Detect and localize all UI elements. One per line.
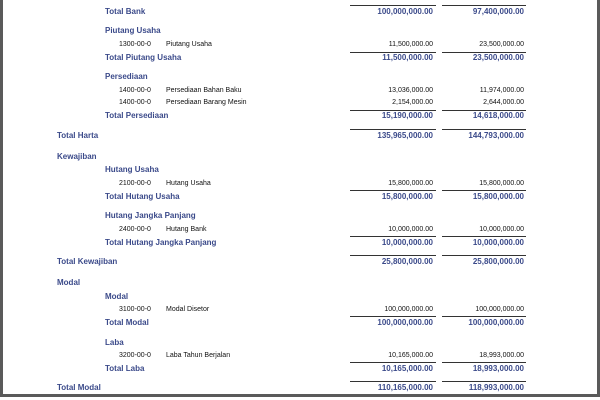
subtotal-label: Total Piutang Usaha	[105, 53, 182, 62]
account-name: Persediaan Barang Mesin	[166, 99, 247, 106]
section-total-col2: 144,793,000.00	[468, 131, 524, 140]
section-total-col1: 135,965,000.00	[377, 131, 433, 140]
subtotal-col2: 100,000,000.00	[468, 318, 524, 327]
subtotal-row	[3, 238, 597, 250]
account-code: 1400-00-0	[119, 99, 151, 106]
subtotal-label: Total Bank	[105, 7, 146, 16]
account-name: Hutang Bank	[166, 226, 207, 233]
subtotal-rule	[350, 236, 436, 237]
section-total-col1: 25,800,000.00	[381, 257, 433, 266]
section-total-row	[3, 257, 597, 269]
account-code	[119, 0, 151, 1]
section-total-col1: 110,165,000.00	[377, 383, 433, 392]
subtotal-col1: 15,800,000.00	[381, 192, 433, 201]
value-col2	[404, 0, 524, 1]
section-header	[3, 278, 597, 290]
section-total-col2: 25,800,000.00	[472, 257, 524, 266]
value-col1: 15,800,000.00	[388, 180, 433, 187]
account-code: 2400-00-0	[119, 226, 151, 233]
subtotal-rule	[350, 190, 436, 191]
subtotal-col1: 100,000,000.00	[377, 7, 433, 16]
subtotal-col1: 10,165,000.00	[381, 364, 433, 373]
subtotal-rule	[350, 5, 436, 6]
subtotal-label: Total Hutang Usaha	[105, 192, 180, 201]
section-total-rule	[442, 381, 526, 382]
group-header	[3, 211, 597, 223]
account-code: 3200-00-0	[119, 352, 151, 359]
account-name: Persediaan Bahan Baku	[166, 87, 242, 94]
subtotal-row	[3, 318, 597, 330]
account-name: Laba Tahun Berjalan	[166, 352, 231, 359]
account-name: Piutang Usaha	[166, 41, 212, 48]
account-code: 1300-00-0	[119, 41, 151, 48]
account-name: Hutang Usaha	[166, 180, 211, 187]
value-col2: 15,800,000.00	[479, 180, 524, 187]
subtotal-row	[3, 192, 597, 204]
account-code: 3100-00-0	[119, 306, 151, 313]
group-header	[3, 292, 597, 304]
subtotal-rule	[350, 362, 436, 363]
section-total-rule	[442, 129, 526, 130]
subtotal-col2: 10,000,000.00	[472, 238, 524, 247]
subtotal-col2: 97,400,000.00	[472, 7, 524, 16]
section-total-row	[3, 383, 597, 395]
subtotal-col1: 11,500,000.00	[382, 53, 433, 62]
section-total-label: Total Modal	[57, 383, 101, 392]
section-total-label: Total Kewajiban	[57, 257, 118, 266]
group-title: Hutang Jangka Panjang	[105, 211, 196, 220]
subtotal-col1: 100,000,000.00	[377, 318, 433, 327]
group-title: Persediaan	[105, 72, 148, 81]
section-title: Modal	[57, 278, 81, 287]
group-header	[3, 338, 597, 350]
subtotal-col2: 14,618,000.00	[472, 111, 524, 120]
subtotal-row	[3, 7, 597, 19]
subtotal-rule	[442, 362, 526, 363]
value-col1: 100,000,000.00	[384, 306, 433, 313]
group-title: Hutang Usaha	[105, 165, 159, 174]
group-header	[3, 72, 597, 84]
subtotal-row	[3, 111, 597, 123]
value-col2: 18,993,000.00	[479, 352, 524, 359]
subtotal-label: Total Modal	[105, 318, 149, 327]
subtotal-rule	[442, 190, 526, 191]
subtotal-label: Total Laba	[105, 364, 145, 373]
subtotal-col2: 18,993,000.00	[472, 364, 524, 373]
section-total-rule	[442, 255, 526, 256]
subtotal-col1: 10,000,000.00	[381, 238, 433, 247]
group-header	[3, 165, 597, 177]
section-total-rule	[350, 381, 436, 382]
account-code: 2100-00-0	[119, 180, 151, 187]
value-col1: 10,165,000.00	[388, 352, 433, 359]
subtotal-label: Total Persediaan	[105, 111, 169, 120]
subtotal-col1: 15,190,000.00	[381, 111, 433, 120]
group-title: Modal	[105, 292, 129, 301]
subtotal-label: Total Hutang Jangka Panjang	[105, 238, 217, 247]
account-name	[166, 0, 207, 1]
value-col1: 11,500,000.00	[388, 41, 433, 48]
subtotal-col2: 15,800,000.00	[472, 192, 524, 201]
section-total-col2: 118,993,000.00	[468, 383, 524, 392]
value-col2: 2,644,000.00	[483, 99, 524, 106]
account-code: 1400-00-0	[119, 87, 151, 94]
section-total-row	[3, 131, 597, 143]
subtotal-rule	[350, 316, 436, 317]
value-col1: 13,036,000.00	[388, 87, 433, 94]
subtotal-rule	[442, 236, 526, 237]
subtotal-rule	[442, 316, 526, 317]
value-col1: 2,154,000.00	[392, 99, 433, 106]
section-total-rule	[350, 255, 436, 256]
value-col2: 100,000,000.00	[475, 306, 524, 313]
section-total-label: Total Harta	[57, 131, 99, 140]
section-total-rule	[350, 129, 436, 130]
group-title: Piutang Usaha	[105, 26, 161, 35]
group-header	[3, 26, 597, 38]
subtotal-row	[3, 53, 597, 65]
subtotal-rule	[442, 5, 526, 6]
value-col2: 11,974,000.00	[479, 87, 524, 94]
value-col1: 10,000,000.00	[388, 226, 433, 233]
group-title: Laba	[105, 338, 124, 347]
value-col2: 23,500,000.00	[479, 41, 524, 48]
account-name: Modal Disetor	[166, 306, 210, 313]
value-col2: 10,000,000.00	[479, 226, 524, 233]
subtotal-col2: 23,500,000.00	[472, 53, 524, 62]
account-row	[3, 87, 597, 99]
subtotal-row	[3, 364, 597, 376]
section-header	[3, 152, 597, 164]
section-title: Kewajiban	[57, 152, 97, 161]
